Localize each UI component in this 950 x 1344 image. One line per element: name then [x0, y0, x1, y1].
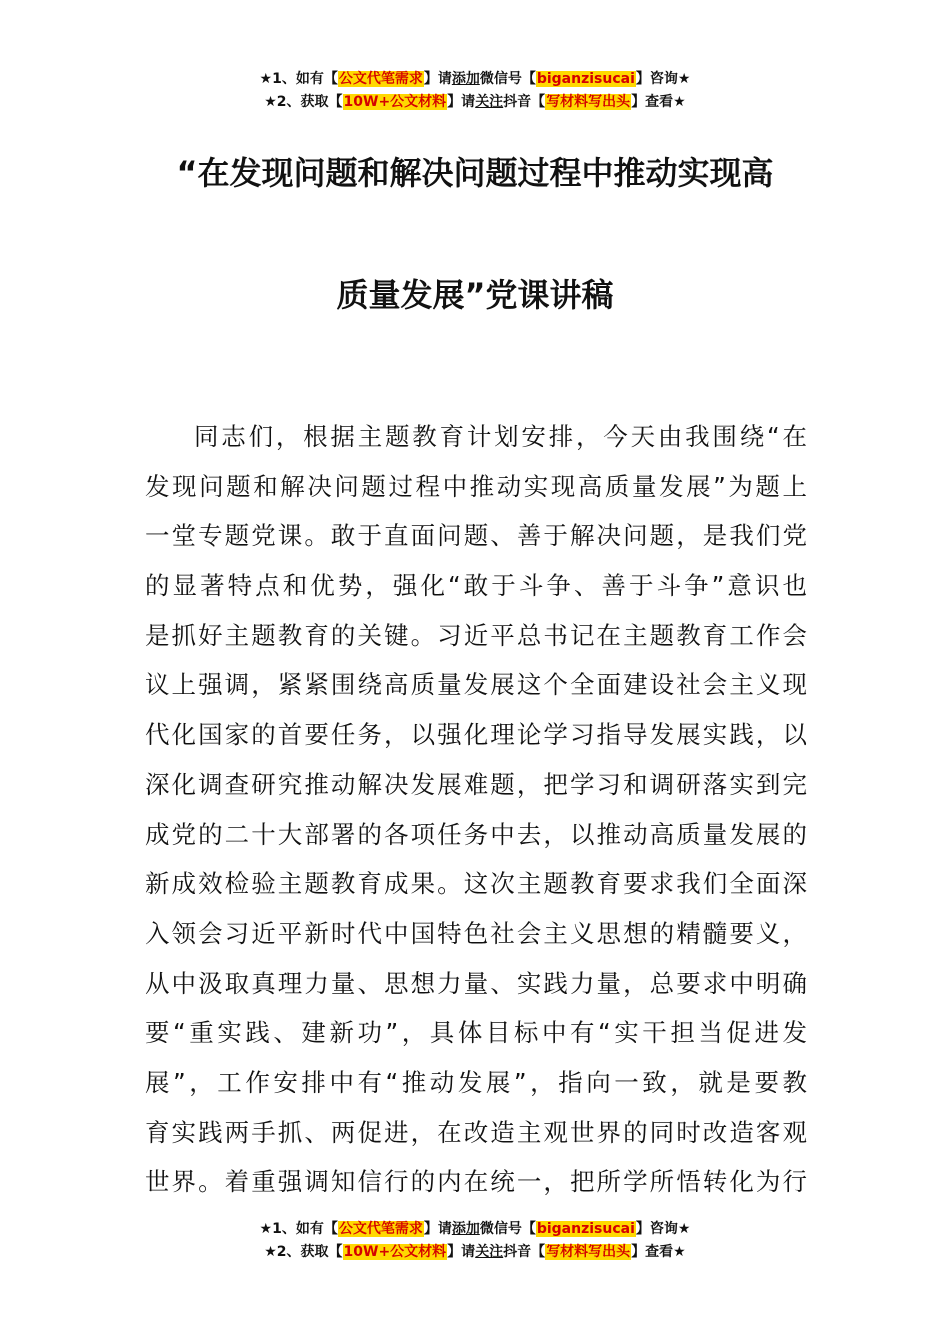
body-line: 一堂专题党课。敢于直面问题、善于解决问题，是我们党: [145, 521, 807, 551]
body-line: 展”，工作安排中有“推动发展”，指向一致，就是要教: [145, 1067, 807, 1097]
body-line: 同志们，根据主题教育计划安排，今天由我围绕“在: [194, 422, 807, 451]
footer-banner: [0, 1218, 950, 1264]
body-line: 入领会习近平新时代中国特色社会主义思想的精髓要义，: [145, 918, 807, 948]
banner-underline: 添加: [451, 71, 480, 87]
banner-highlight: biganzisucai: [536, 1221, 635, 1237]
body-line: 育实践两手抓、两促进，在改造主观世界的同时改造客观: [145, 1117, 807, 1147]
banner-text: 】请: [447, 94, 476, 110]
banner-underline: 关注: [475, 1244, 504, 1260]
body-line: 发现问题和解决问题过程中推动实现高质量发展”为题上: [145, 471, 807, 501]
banner-highlight: 写材料写出头: [546, 94, 631, 110]
banner-line-2: [0, 1241, 950, 1264]
banner-highlight: biganzisucai: [536, 71, 635, 87]
banner-text: ★2、获取【: [264, 1244, 343, 1260]
banner-highlight: 公文代笔需求: [338, 1221, 423, 1237]
banner-highlight: 10W+公文材料: [343, 1244, 447, 1260]
banner-text: 微信号【: [479, 71, 536, 87]
body-line: 世界。着重强调知信行的内在统一，把所学所悟转化为行: [145, 1167, 807, 1197]
banner-underline: 添加: [451, 1221, 480, 1237]
banner-text: ★1、如有【: [259, 1221, 338, 1237]
banner-line-2: [0, 91, 950, 114]
banner-highlight: 公文代笔需求: [338, 71, 423, 87]
banner-line-1: [0, 1218, 950, 1241]
document-title-line-1: “在发现问题和解决问题过程中推动实现高: [176, 154, 774, 192]
banner-text: 微信号【: [479, 1221, 536, 1237]
header-banner: [0, 68, 950, 114]
banner-text: 】咨询★: [635, 71, 691, 87]
banner-line-1: [0, 68, 950, 91]
document-body: [145, 412, 807, 1207]
banner-text: ★1、如有【: [259, 71, 338, 87]
banner-text: 】咨询★: [635, 1221, 691, 1237]
body-line: 是抓好主题教育的关键。习近平总书记在主题教育工作会: [145, 620, 807, 650]
document-title-line-2: 质量发展”党课讲稿: [336, 276, 614, 314]
banner-text: ★2、获取【: [264, 94, 343, 110]
body-line: 要“重实践、建新功”，具体目标中有“实干担当促进发: [145, 1018, 807, 1048]
body-line: 深化调查研究推动解决发展难题，把学习和调研落实到完: [145, 769, 807, 799]
banner-text: 】查看★: [631, 94, 686, 110]
body-line: 成党的二十大部署的各项任务中去，以推动高质量发展的: [145, 819, 807, 849]
body-line: 新成效检验主题教育成果。这次主题教育要求我们全面深: [145, 869, 807, 899]
banner-highlight: 10W+公文材料: [343, 94, 447, 110]
banner-text: 】请: [423, 1221, 452, 1237]
banner-underline: 关注: [475, 94, 504, 110]
banner-text: 】请: [447, 1244, 476, 1260]
body-line: 从中汲取真理力量、思想力量、实践力量，总要求中明确: [145, 968, 807, 998]
body-line: 的显著特点和优势，强化“敢于斗争、善于斗争”意识也: [145, 571, 807, 601]
banner-highlight: 写材料写出头: [546, 1244, 631, 1260]
banner-text: 】查看★: [631, 1244, 686, 1260]
body-line: 代化国家的首要任务，以强化理论学习指导发展实践，以: [145, 720, 807, 750]
banner-text: 】请: [423, 71, 452, 87]
banner-text: 抖音【: [503, 1244, 546, 1260]
body-line: 议上强调，紧紧围绕高质量发展这个全面建设社会主义现: [145, 670, 807, 700]
banner-text: 抖音【: [503, 94, 546, 110]
